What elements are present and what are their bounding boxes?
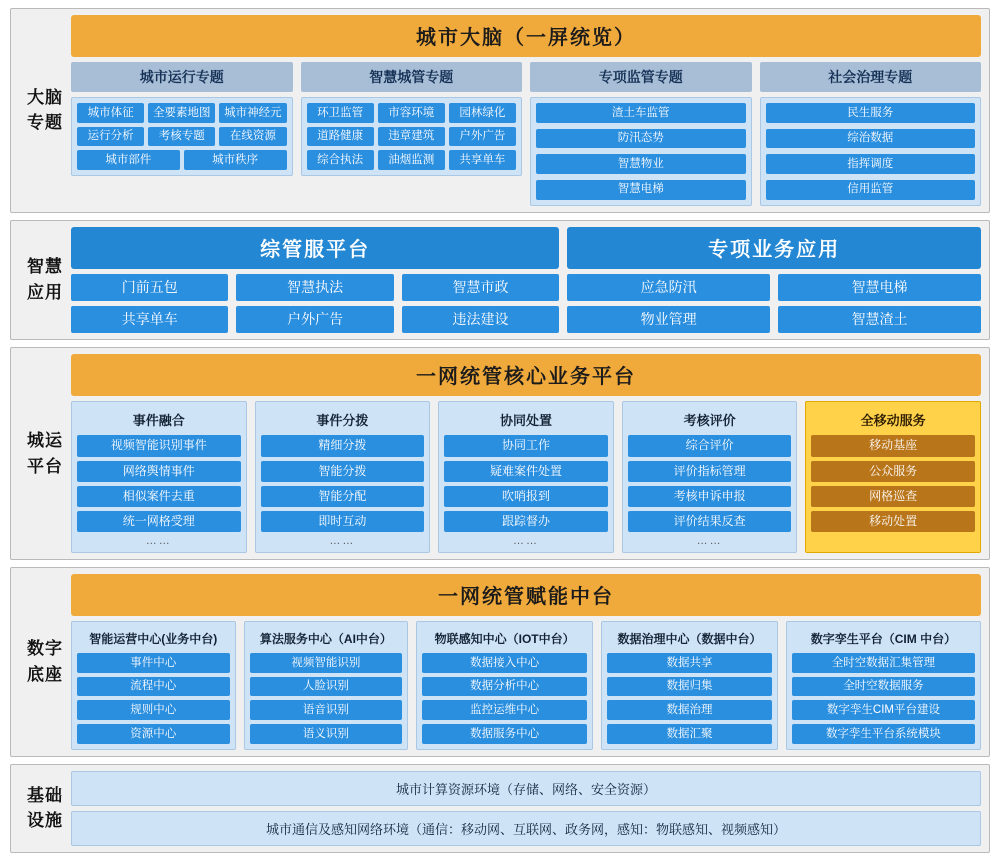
brain-group-3-items	[766, 103, 976, 200]
platform-item[interactable]: 移动基座	[811, 435, 975, 456]
base-item[interactable]: 数据分析中心	[422, 677, 587, 697]
app-item[interactable]: 智慧市政	[402, 274, 559, 301]
base-item[interactable]: 数字孪生CIM平台建设	[792, 700, 975, 720]
brain-item[interactable]: 在线资源	[219, 127, 286, 147]
platform-title: 一网统管核心业务平台	[71, 354, 981, 396]
base-column-1	[244, 621, 409, 750]
app-item[interactable]: 智慧渣土	[778, 306, 981, 333]
base-item[interactable]: 数字孪生平台系统模块	[792, 724, 975, 744]
apps-label-top: 智慧	[27, 257, 63, 277]
infra-label-bottom: 设施	[27, 811, 63, 831]
apps-titles	[71, 227, 981, 269]
app-item[interactable]: 共享单车	[71, 306, 228, 333]
base-item[interactable]: 监控运维中心	[422, 700, 587, 720]
platform-column-0-head: 事件融合	[132, 413, 185, 429]
base-item[interactable]: 事件中心	[77, 653, 230, 673]
base-column-3	[601, 621, 778, 750]
brain-item[interactable]: 全要素地图	[148, 103, 215, 123]
apps-right-title: 专项业务应用	[567, 227, 981, 269]
platform-item[interactable]: 考核申诉申报	[628, 486, 792, 507]
brain-group-1	[301, 62, 523, 206]
app-item[interactable]: 物业管理	[567, 306, 770, 333]
platform-item[interactable]: 协同工作	[444, 435, 608, 456]
base-item[interactable]: 流程中心	[77, 677, 230, 697]
brain-item[interactable]: 考核专题	[148, 127, 215, 147]
brain-group-1-panel	[301, 97, 523, 176]
platform-column-3	[622, 401, 798, 553]
brain-item[interactable]: 城市体征	[77, 103, 144, 123]
base-title: 一网统管赋能中台	[71, 574, 981, 616]
base-item[interactable]: 数据接入中心	[422, 653, 587, 673]
base-column-2-head: 物联感知中心（IOT中台）	[434, 632, 575, 647]
base-item[interactable]: 全时空数据服务	[792, 677, 975, 697]
base-item[interactable]: 资源中心	[77, 724, 230, 744]
apps-band	[10, 220, 990, 341]
platform-item[interactable]: 评价结果反查	[628, 511, 792, 532]
base-column-4	[786, 621, 981, 750]
brain-item[interactable]: 指挥调度	[766, 154, 976, 174]
platform-item[interactable]: 精细分拨	[261, 435, 425, 456]
apps-right-row-1	[567, 274, 981, 301]
platform-item[interactable]: 智能分配	[261, 486, 425, 507]
platform-item[interactable]: 相似案件去重	[77, 486, 241, 507]
infra-band	[10, 764, 990, 853]
base-column-2	[416, 621, 593, 750]
platform-item[interactable]: 视频智能识别事件	[77, 435, 241, 456]
base-item[interactable]: 视频智能识别	[250, 653, 403, 673]
apps-left-title: 综管服平台	[71, 227, 559, 269]
brain-item[interactable]: 城市部件	[77, 150, 180, 170]
base-item[interactable]: 数据治理	[607, 700, 772, 720]
platform-band	[10, 347, 990, 560]
app-item[interactable]: 户外广告	[236, 306, 393, 333]
app-item[interactable]: 违法建设	[402, 306, 559, 333]
brain-group-1-items	[307, 103, 517, 170]
base-item[interactable]: 人脸识别	[250, 677, 403, 697]
infra-line-1: 城市通信及感知网络环境（通信：移动网、互联网、政务网，感知：物联感知、视频感知）	[71, 811, 981, 846]
platform-column-0-more: ……	[145, 535, 172, 548]
brain-group-3	[760, 62, 982, 206]
brain-band	[10, 8, 990, 213]
apps-rows	[71, 274, 981, 334]
base-band-label	[19, 574, 71, 750]
brain-item[interactable]: 城市秩序	[184, 150, 287, 170]
base-item[interactable]: 语义识别	[250, 724, 403, 744]
brain-item[interactable]: 防汛态势	[536, 129, 746, 149]
apps-left-row-2	[71, 306, 559, 333]
base-band	[10, 567, 990, 757]
brain-group-2-items	[536, 103, 746, 200]
brain-item[interactable]: 运行分析	[77, 127, 144, 147]
platform-column-3-more: ……	[696, 535, 723, 548]
platform-item[interactable]: 即时互动	[261, 511, 425, 532]
platform-column-2-more: ……	[512, 535, 539, 548]
platform-item[interactable]: 公众服务	[811, 461, 975, 482]
platform-item[interactable]: 吹哨报到	[444, 486, 608, 507]
apps-left-row-1	[71, 274, 559, 301]
apps-band-label	[19, 227, 71, 334]
base-item[interactable]: 语音识别	[250, 700, 403, 720]
brain-item[interactable]: 智慧物业	[536, 154, 746, 174]
base-item[interactable]: 全时空数据汇集管理	[792, 653, 975, 673]
brain-group-0	[71, 62, 293, 206]
platform-column-1-more: ……	[329, 535, 356, 548]
platform-item[interactable]: 疑难案件处置	[444, 461, 608, 482]
brain-title: 城市大脑（一屏统览）	[71, 15, 981, 57]
base-column-4-head: 数字孪生平台（CIM 中台）	[810, 632, 957, 647]
platform-column-2-head: 协同处置	[499, 413, 552, 429]
base-item[interactable]: 数据汇聚	[607, 724, 772, 744]
brain-label-top: 大脑	[27, 87, 63, 107]
platform-item[interactable]: 网格巡查	[811, 486, 975, 507]
brain-item[interactable]: 综治数据	[766, 129, 976, 149]
platform-band-label	[19, 354, 71, 553]
brain-item[interactable]: 综合执法	[307, 150, 374, 170]
brain-item[interactable]: 城市神经元	[219, 103, 286, 123]
app-item[interactable]: 智慧执法	[236, 274, 393, 301]
platform-item[interactable]: 评价指标管理	[628, 461, 792, 482]
platform-column-4	[805, 401, 981, 553]
brain-item[interactable]: 共享单车	[449, 150, 516, 170]
base-item[interactable]: 数据归集	[607, 677, 772, 697]
infra-label-top: 基础	[27, 785, 63, 805]
platform-item[interactable]: 移动处置	[811, 511, 975, 532]
base-column-0-head: 智能运营中心(业务中台)	[89, 632, 218, 647]
base-column-3-head: 数据治理中心（数据中台）	[617, 632, 762, 647]
platform-column-3-head: 考核评价	[683, 413, 736, 429]
brain-group-3-title: 社会治理专题	[760, 62, 982, 92]
base-label-top: 数字	[27, 639, 63, 659]
brain-group-2-title: 专项监管专题	[530, 62, 752, 92]
base-item[interactable]: 规则中心	[77, 700, 230, 720]
platform-column-1-head: 事件分拨	[316, 413, 369, 429]
base-item[interactable]: 数据共享	[607, 653, 772, 673]
brain-item[interactable]: 户外广告	[449, 127, 516, 147]
brain-label-bottom: 专题	[27, 113, 63, 133]
infra-line-0: 城市计算资源环境（存储、网络、安全资源）	[71, 771, 981, 806]
base-item[interactable]: 数据服务中心	[422, 724, 587, 744]
platform-column-4-head: 全移动服务	[860, 413, 926, 429]
brain-item[interactable]: 违章建筑	[378, 127, 445, 147]
app-item[interactable]: 智慧电梯	[778, 274, 981, 301]
brain-item[interactable]: 信用监管	[766, 180, 976, 200]
brain-item[interactable]: 智慧电梯	[536, 180, 746, 200]
brain-group-3-panel	[760, 97, 982, 206]
base-column-1-head: 算法服务中心（AI中台）	[259, 632, 392, 647]
brain-group-0-items	[77, 103, 287, 170]
platform-column-1	[255, 401, 431, 553]
apps-label-bottom: 应用	[27, 282, 63, 302]
brain-item[interactable]: 环卫监管	[307, 103, 374, 123]
brain-item[interactable]: 油烟监测	[378, 150, 445, 170]
platform-column-0	[71, 401, 247, 553]
brain-item[interactable]: 园林绿化	[449, 103, 516, 123]
platform-label-bottom: 平台	[27, 456, 63, 476]
brain-group-2	[530, 62, 752, 206]
platform-item[interactable]: 智能分拨	[261, 461, 425, 482]
brain-band-label	[19, 15, 71, 206]
brain-group-0-title: 城市运行专题	[71, 62, 293, 92]
platform-item[interactable]: 跟踪督办	[444, 511, 608, 532]
brain-item[interactable]: 渣土车监管	[536, 103, 746, 123]
platform-label-top: 城运	[27, 431, 63, 451]
brain-groups	[71, 62, 981, 206]
apps-right-row-2	[567, 306, 981, 333]
platform-column-2	[438, 401, 614, 553]
infra-band-label	[19, 771, 71, 846]
brain-group-1-title: 智慧城管专题	[301, 62, 523, 92]
brain-item[interactable]: 民生服务	[766, 103, 976, 123]
base-label-bottom: 底座	[27, 664, 63, 684]
app-item[interactable]: 门前五包	[71, 274, 228, 301]
base-columns	[71, 621, 981, 750]
brain-group-2-panel	[530, 97, 752, 206]
brain-group-0-panel	[71, 97, 293, 176]
brain-item[interactable]: 道路健康	[307, 127, 374, 147]
platform-columns	[71, 401, 981, 553]
platform-item[interactable]: 统一网格受理	[77, 511, 241, 532]
platform-item[interactable]: 综合评价	[628, 435, 792, 456]
brain-item[interactable]: 市容环境	[378, 103, 445, 123]
platform-item[interactable]: 网络舆情事件	[77, 461, 241, 482]
base-column-0	[71, 621, 236, 750]
app-item[interactable]: 应急防汛	[567, 274, 770, 301]
